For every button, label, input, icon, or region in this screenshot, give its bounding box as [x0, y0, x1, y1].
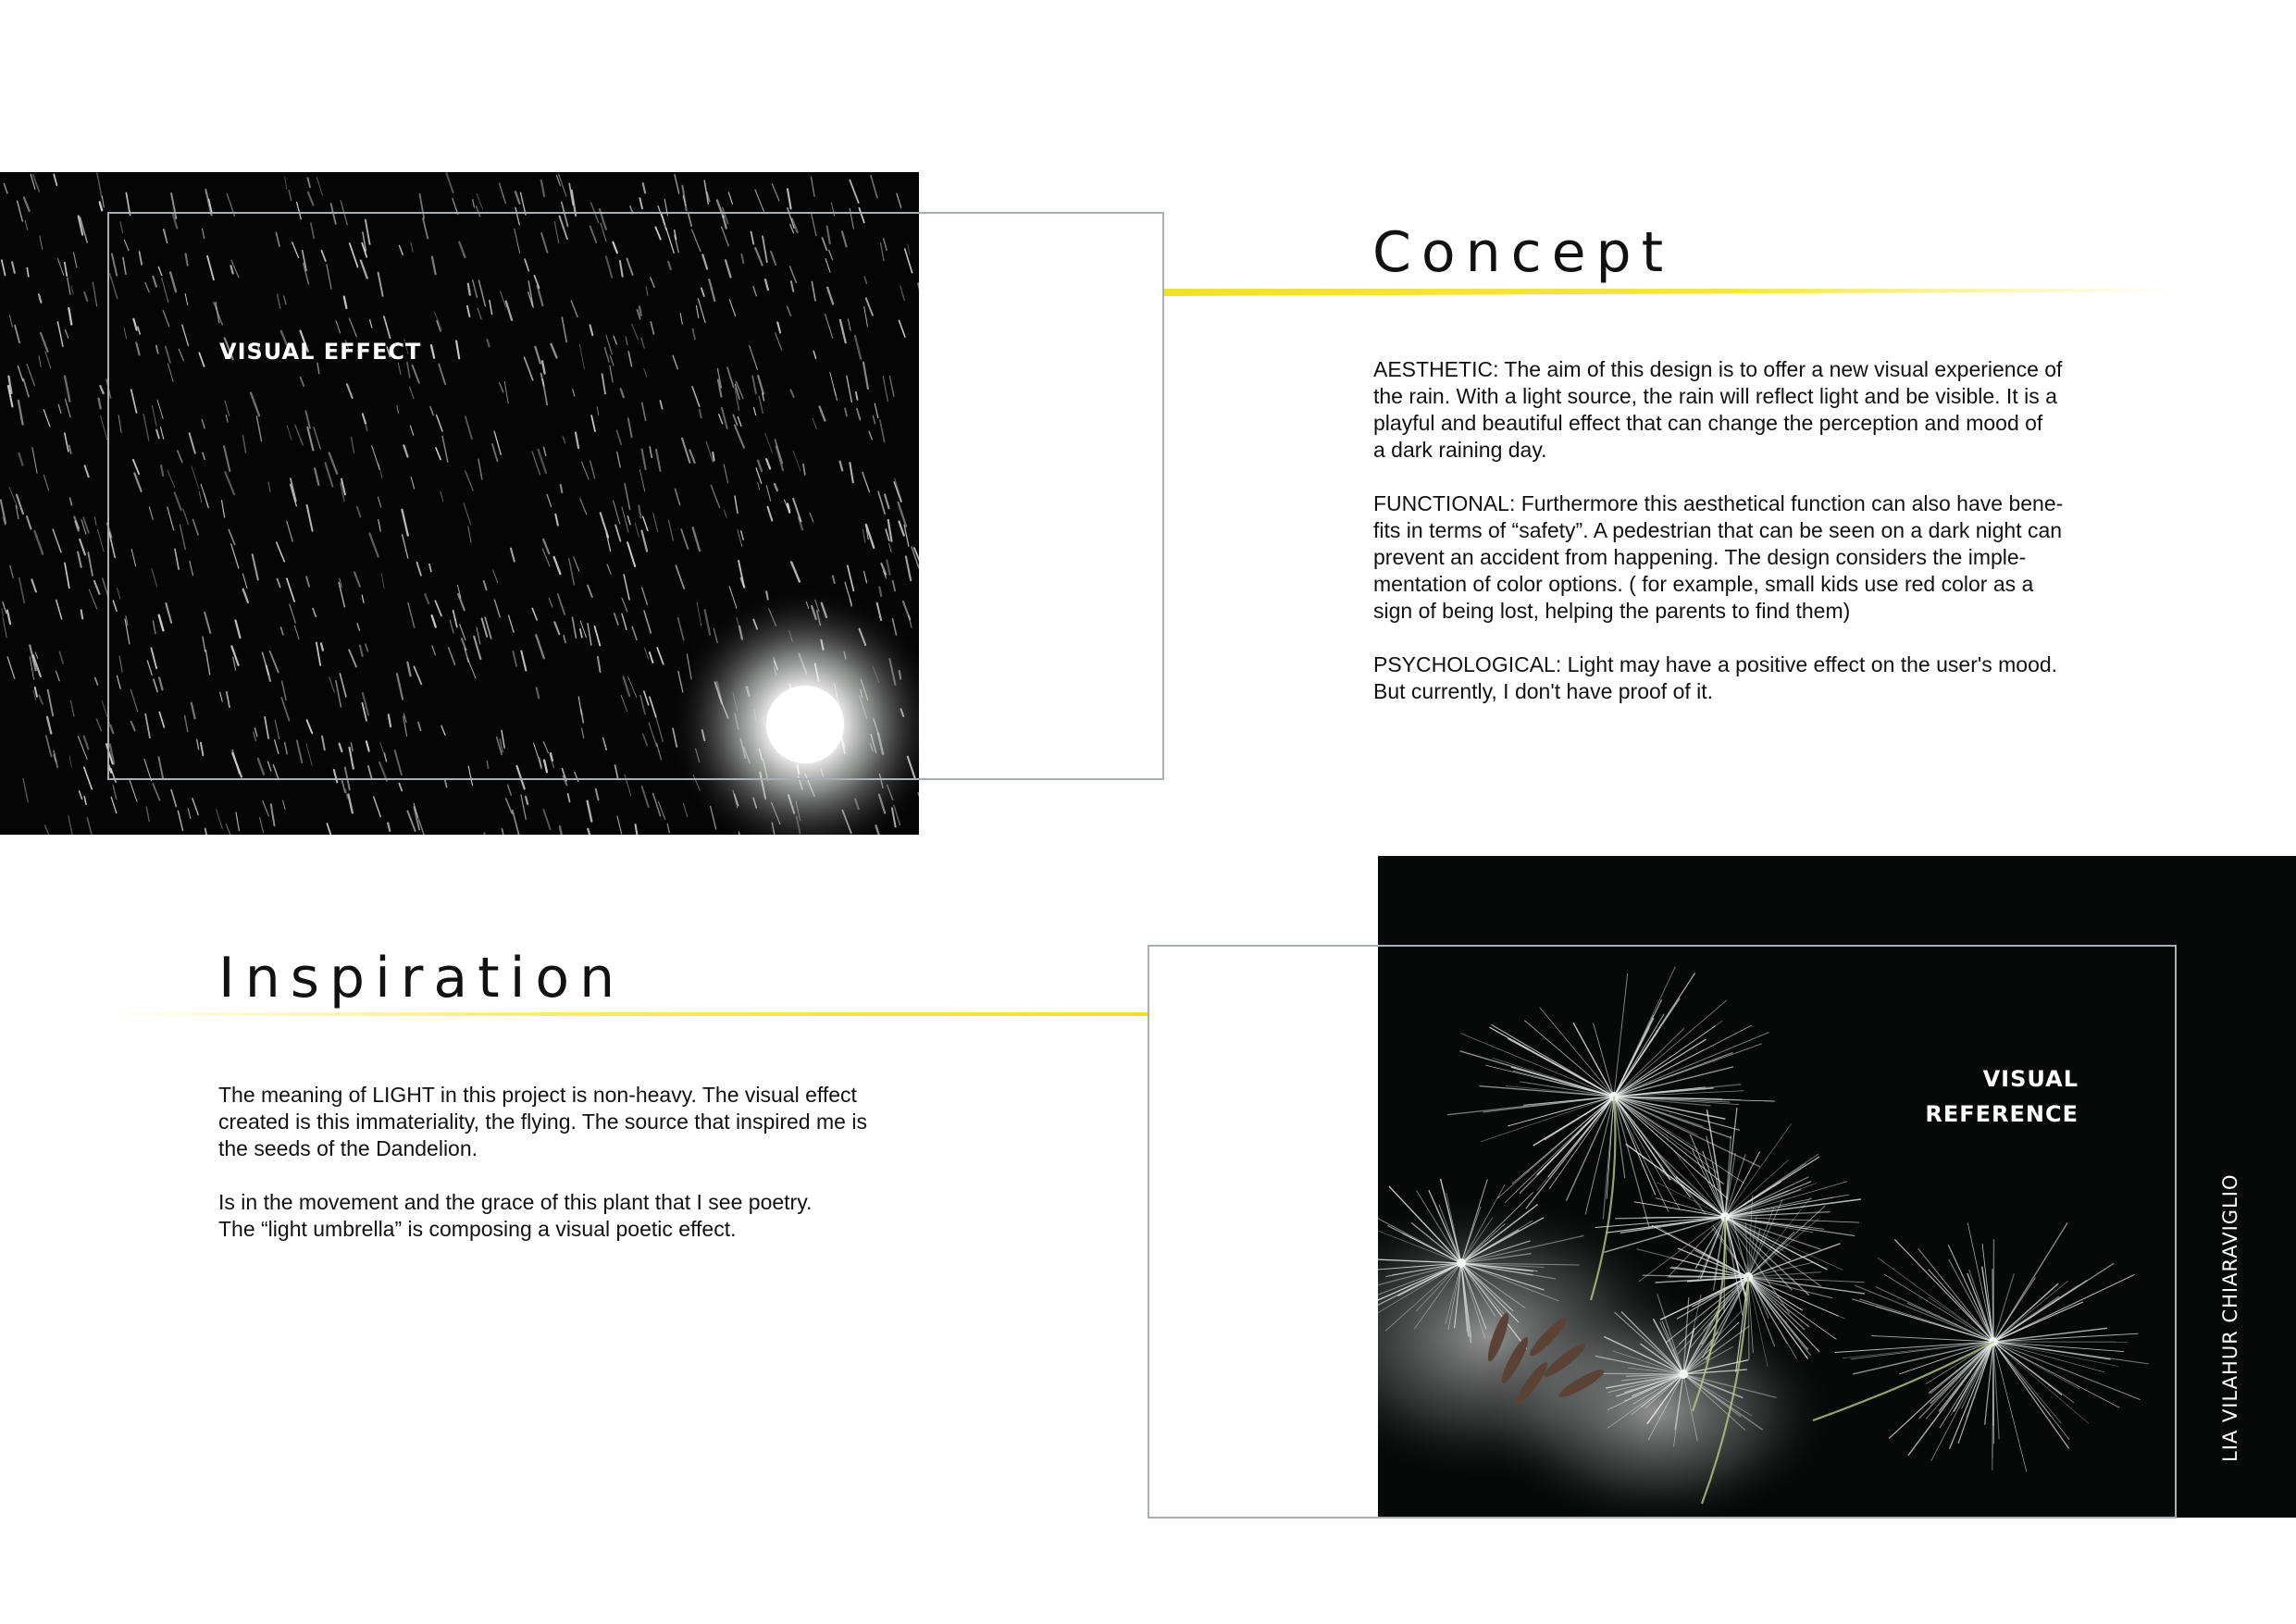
dandelion-seeds-image — [1378, 856, 2296, 1518]
dandelion-photo — [1378, 856, 2296, 1518]
inspiration-text — [218, 1082, 922, 1270]
visual-effect-label: VISUAL EFFECT — [219, 339, 422, 365]
inspiration-paragraph-2: Is in the movement and the grace of this plant that I see poetry. The “light umbrella” is composing a visual poetic effect. — [218, 1190, 813, 1241]
author-credit: LIA VILAHUR CHIARAVIGLIO — [2219, 1173, 2241, 1462]
inspiration-accent-line — [102, 1012, 1148, 1016]
concept-accent-line — [1164, 289, 2178, 296]
concept-heading: Concept — [1372, 220, 1674, 285]
lamp-core — [766, 686, 844, 763]
rain-streaks-image — [0, 172, 919, 835]
rain-photo — [0, 172, 919, 835]
visual-reference-label: VISUAL REFERENCE — [1925, 1066, 2079, 1127]
concept-functional-paragraph: FUNCTIONAL: Furthermore this aesthetical function can also have bene- fits in terms of “safety”. A pedestrian that can be seen on a dark night can prevent an accident from happening. The design considers the imple- mentation of color options. ( for example, small kids use red color as a sign of being lost, helping the parents to find them) — [1373, 491, 2064, 623]
inspiration-heading: Inspiration — [218, 946, 626, 1010]
concept-aesthetic-paragraph: AESTHETIC: The aim of this design is to offer a new visual experience of the rain. With a light source, the rain will reflect light and be visible. It is a playful and beautiful effect that can change the perception and mood of a dark raining day. — [1373, 357, 2063, 462]
inspiration-paragraph-1: The meaning of LIGHT in this project is non-heavy. The visual effect created is this immateriality, the flying. The source that inspired me is the seeds of the Dandelion. — [218, 1083, 867, 1160]
concept-psychological-paragraph: PSYCHOLOGICAL: Light may have a positive effect on the user's mood. But currently, I don't have proof of it. — [1373, 652, 2058, 703]
concept-text — [1373, 356, 2095, 732]
